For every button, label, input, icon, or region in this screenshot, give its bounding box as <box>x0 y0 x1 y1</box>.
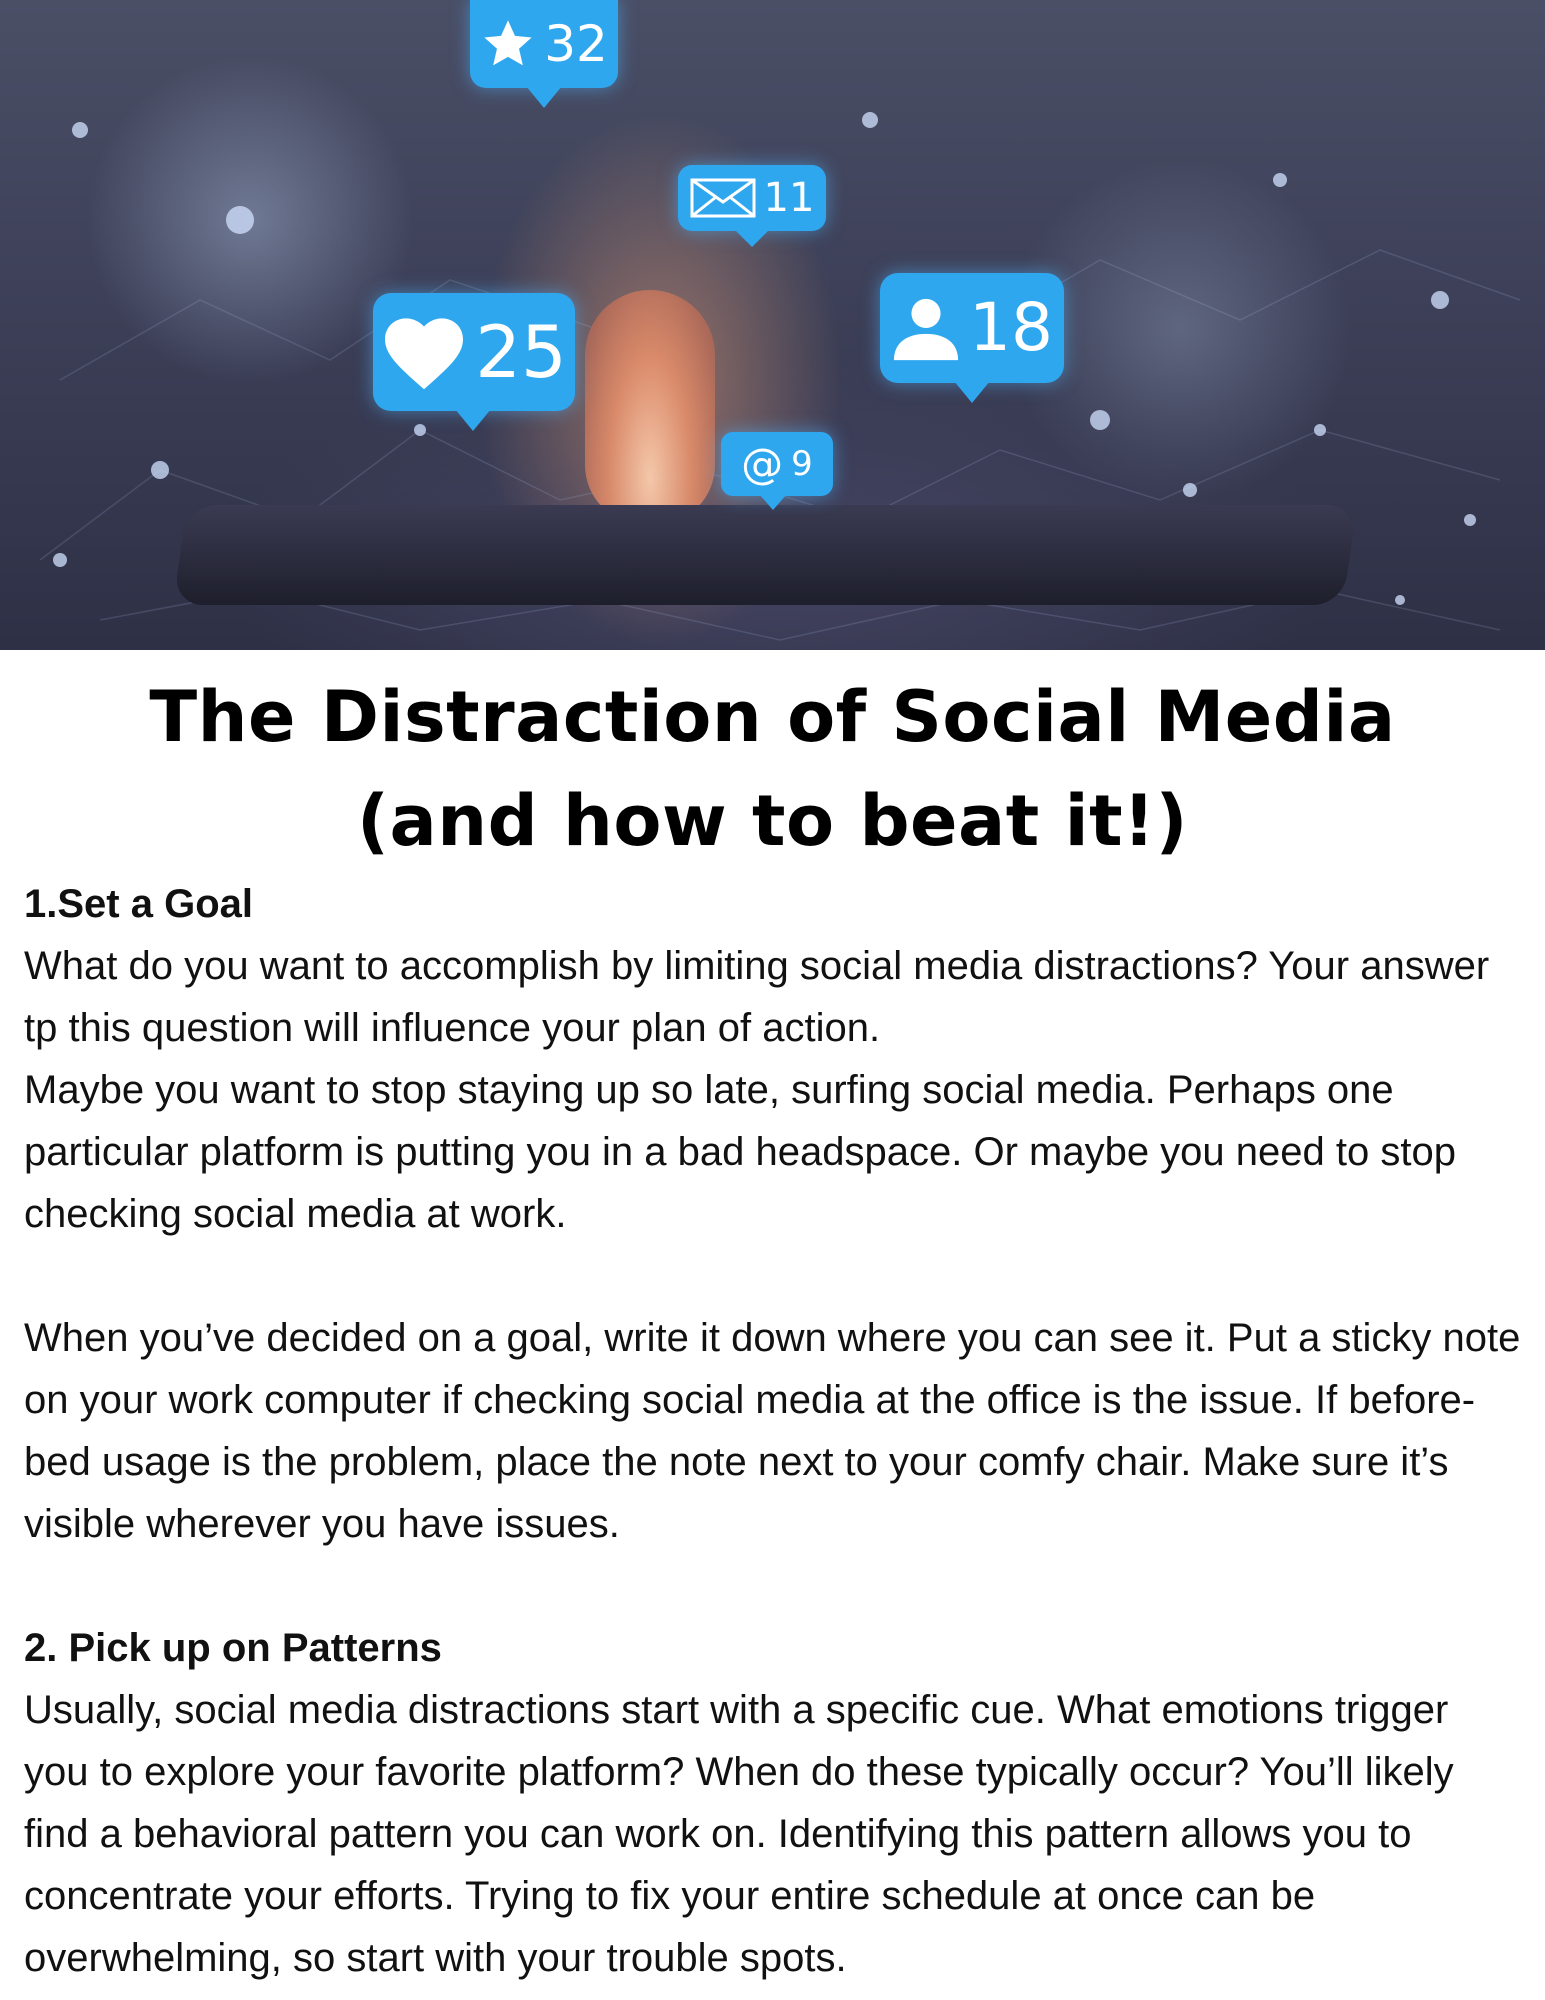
user-icon <box>891 295 961 361</box>
finger <box>585 290 715 525</box>
page-title <box>0 650 1545 873</box>
paragraph: Maybe you want to stop staying up so late, surfing social media. Perhaps one particular platform is putting you in a bad headspace. Or maybe you need to stop checking social media at work. <box>24 1068 1456 1236</box>
like-count: 25 <box>475 310 567 394</box>
star-count: 32 <box>544 15 608 73</box>
mention-count: 9 <box>791 444 813 484</box>
paragraph: What do you want to accomplish by limiting social media distractions? Your answer tp this question will influence your plan of action. <box>24 944 1490 1050</box>
message-badge <box>678 165 826 231</box>
mention-badge <box>721 432 833 496</box>
hero-image <box>0 0 1545 650</box>
message-count: 11 <box>763 175 815 221</box>
star-icon <box>480 17 536 71</box>
spacer <box>24 1555 1521 1617</box>
envelope-icon <box>690 178 756 218</box>
page-title-line-2: (and how to beat it!) <box>357 780 1188 862</box>
heart-icon <box>381 313 467 391</box>
paragraph: When you’ve decided on a goal, write it down where you can see it. Put a sticky note on your work computer if checking social media at the office is the issue. If before-bed usage is the problem, place the note next to your comfy chair. Make sure it’s visible wherever you have issues. <box>24 1316 1521 1546</box>
at-sign-icon: @ <box>741 439 784 488</box>
follower-count: 18 <box>969 289 1053 366</box>
smartphone <box>173 505 1357 605</box>
spacer <box>24 1245 1521 1307</box>
star-badge <box>470 0 618 88</box>
section-heading-pick-up-on-patterns: 2. Pick up on Patterns <box>24 1626 442 1670</box>
section-heading-set-a-goal: 1.Set a Goal <box>24 882 253 926</box>
like-badge <box>373 293 575 411</box>
page-title-line-1: The Distraction of Social Media <box>149 676 1396 758</box>
follower-badge <box>880 273 1064 383</box>
paragraph: Usually, social media distractions start with a specific cue. What emotions trigger you to explore your favorite platform? When do these typically occur? You’ll likely find a behavioral pattern you can work on. Identifying this pattern allows you to concentrate your efforts. Trying to fix your entire schedule at once can be overwhelming, so start with your trouble spots. <box>24 1688 1454 1980</box>
article-body <box>0 873 1545 1989</box>
